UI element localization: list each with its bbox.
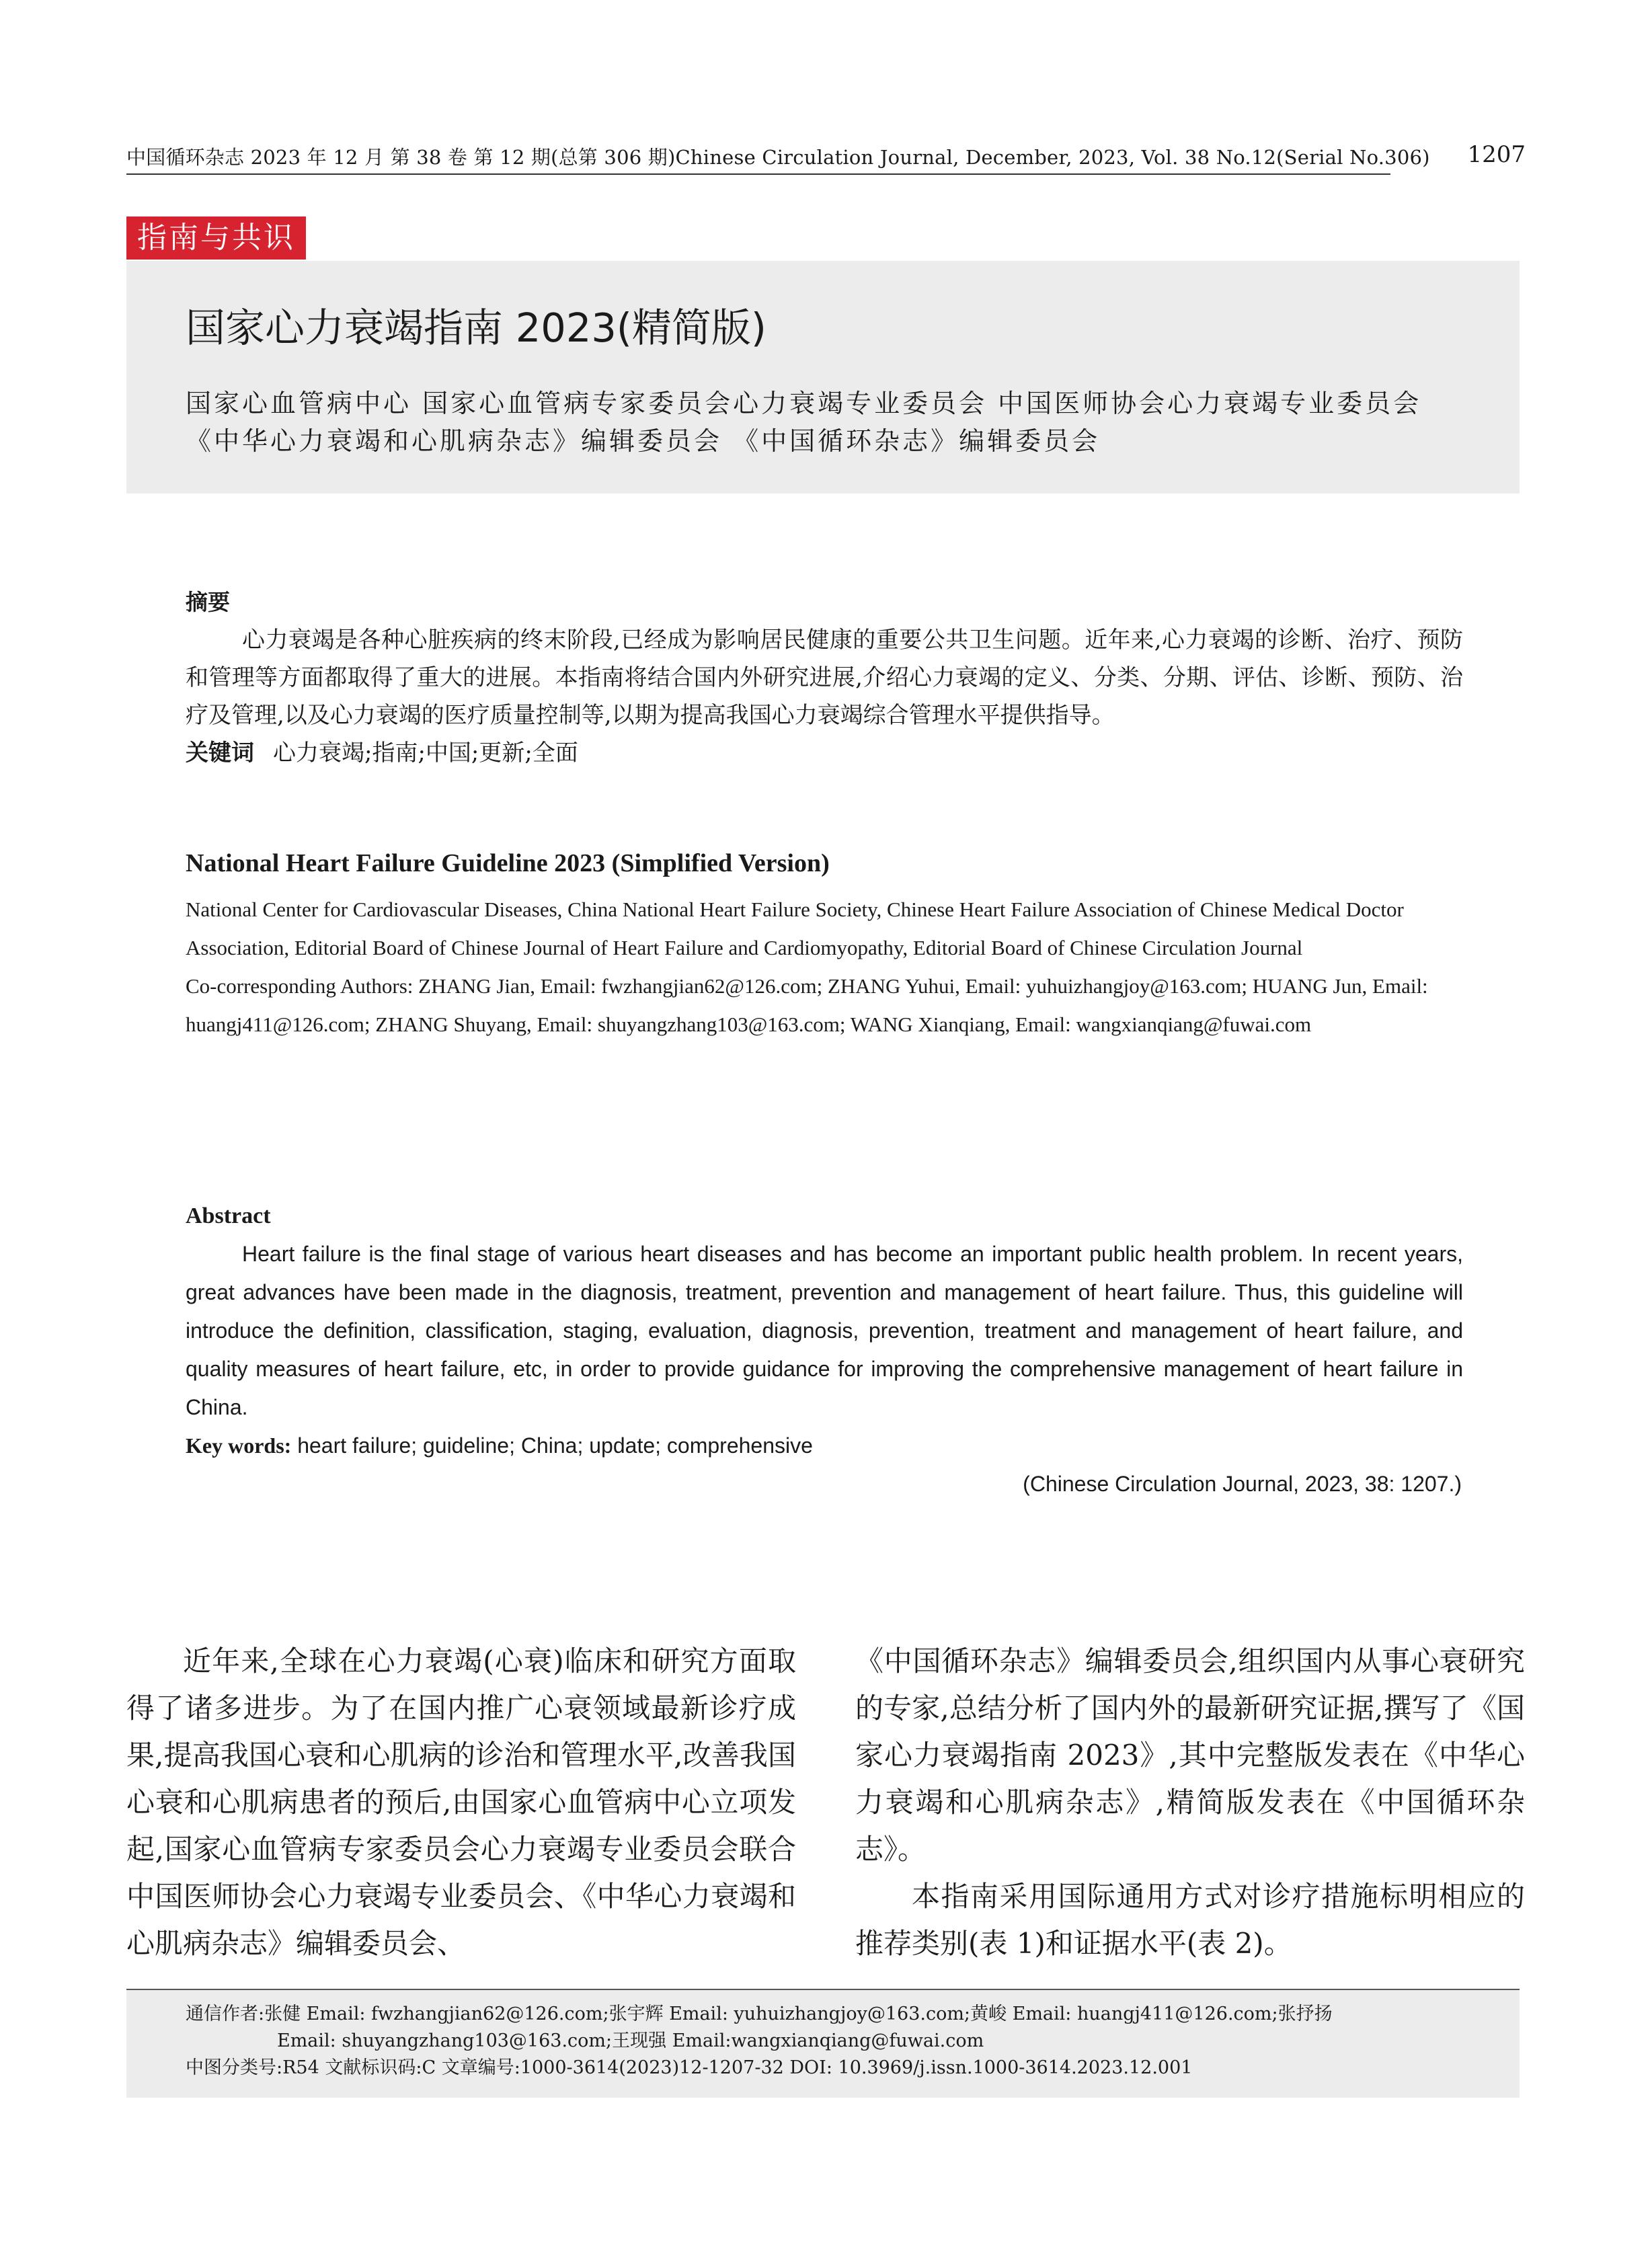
authors-cn-line: 国家心血管病中心 国家心血管病专家委员会心力衰竭专业委员会 中国医师协会心力衰竭专业委员会 [186, 389, 1422, 418]
keywords-en [186, 1427, 1463, 1465]
authors-en: National Center for Cardiovascular Diseases, China National Heart Failure Society, Chinese Heart Failure Association of Chinese Medical Doctor Association, Editorial Board of Chinese Journal of Heart Failure and Cardiomyopathy, Editorial Board of Chinese Circulation Journal [186, 898, 1404, 959]
citation: (Chinese Circulation Journal, 2023, 38: 1207.) [1023, 1472, 1462, 1496]
keywords-cn [186, 734, 1463, 772]
title-en: National Heart Failure Guideline 2023 (Simplified Version) [186, 849, 830, 877]
footer-notes [186, 2001, 1503, 2082]
footer-line: 通信作者:张健 Email: fwzhangjian62@126.com;张宇辉 Email: yuhuizhangjoy@163.com;黄峻 Email: huangj411@126.com;张抒扬 [186, 2004, 1333, 2024]
abstract-en-heading: Abstract [186, 1203, 271, 1228]
header-rule [126, 173, 1390, 175]
abstract-cn-heading: 摘要 [186, 589, 230, 615]
body-paragraph: 《中国循环杂志》编辑委员会,组织国内从事心衰研究的专家,总结分析了国内外的最新研究证据,撰写了《国家心力衰竭指南 2023》,其中完整版发表在《中华心力衰竭和心肌病杂志》,精简版发表在《中国循环杂志》。 [855, 1645, 1525, 1866]
abstract-en-text: Heart failure is the final stage of various heart diseases and has become an important public health problem. In recent years, great advances have been made in the diagnosis, treatment, prevention and management of heart failure. Thus, this guideline will introduce the definition, classification, staging, evaluation, diagnosis, prevention, treatment and management of heart failure, and quality measures of heart failure, etc, in order to provide guidance for improving the comprehensive management of heart failure in China. [186, 1242, 1463, 1419]
body-column-left [126, 1638, 796, 1967]
page-number: 1207 [1467, 141, 1526, 168]
body-paragraph: 近年来,全球在心力衰竭(心衰)临床和研究方面取得了诸多进步。为了在国内推广心衰领域最新诊疗成果,提高我国心衰和心肌病的诊治和管理水平,改善我国心衰和心肌病患者的预后,由国家心血管病中心立项发起,国家心血管病专家委员会心力衰竭专业委员会联合中国医师协会心力衰竭专业委员会、《中华心力衰竭和心肌病杂志》编辑委员会、 [126, 1645, 796, 1960]
english-front-matter [186, 848, 1463, 1043]
running-header: 中国循环杂志 2023 年 12 月 第 38 卷 第 12 期(总第 306 期)Chinese Circulation Journal, December, 2023, Vol. 38 No.12(Serial No.306) [126, 146, 1430, 169]
authors-cn [186, 385, 1503, 460]
section-badge: 指南与共识 [126, 216, 306, 260]
body-paragraph: 本指南采用国际通用方式对诊疗措施标明相应的推荐类别(表 1)和证据水平(表 2)。 [855, 1880, 1525, 1960]
keywords-en-text: heart failure; guideline; China; update; comprehensive [291, 1433, 813, 1458]
body-column-right [855, 1638, 1525, 1967]
footer-line: 中图分类号:R54 文献标识码:C 文章编号:1000-3614(2023)12-1207-32 DOI: 10.3969/j.issn.1000-3614.2023.12.001 [186, 2057, 1193, 2078]
abstract-en [186, 1197, 1463, 1503]
authors-cn-line: 《中华心力衰竭和心肌病杂志》编辑委员会 《中国循环杂志》编辑委员会 [186, 426, 1101, 456]
keywords-en-label: Key words: [186, 1433, 292, 1458]
article-title: 国家心力衰竭指南 2023(精简版) [186, 305, 766, 351]
abstract-cn-text: 心力衰竭是各种心脏疾病的终末阶段,已经成为影响居民健康的重要公共卫生问题。近年来,心力衰竭的诊断、治疗、预防和管理等方面都取得了重大的进展。本指南将结合国内外研究进展,介绍心力衰竭的定义、分类、分期、评估、诊断、预防、治疗及管理,以及心力衰竭的医疗质量控制等,以期为提高我国心力衰竭综合管理水平提供指导。 [186, 627, 1463, 729]
keywords-cn-text: 心力衰竭;指南;中国;更新;全面 [273, 740, 578, 766]
abstract-cn [186, 584, 1463, 772]
footer-line: Email: shuyangzhang103@163.com;王现强 Email:wangxianqiang@fuwai.com [277, 2030, 984, 2051]
keywords-cn-label: 关键词 [186, 740, 254, 766]
corresponding-authors-en: Co-corresponding Authors: ZHANG Jian, Email: fwzhangjian62@126.com; ZHANG Yuhui, Email: yuhuizhangjoy@163.com; HUANG Jun, Email: huangj411@126.com; ZHANG Shuyang, Email: shuyangzhang103@163.com; WANG Xianqiang, Email: wangxianqiang@fuwai.com [186, 974, 1428, 1036]
